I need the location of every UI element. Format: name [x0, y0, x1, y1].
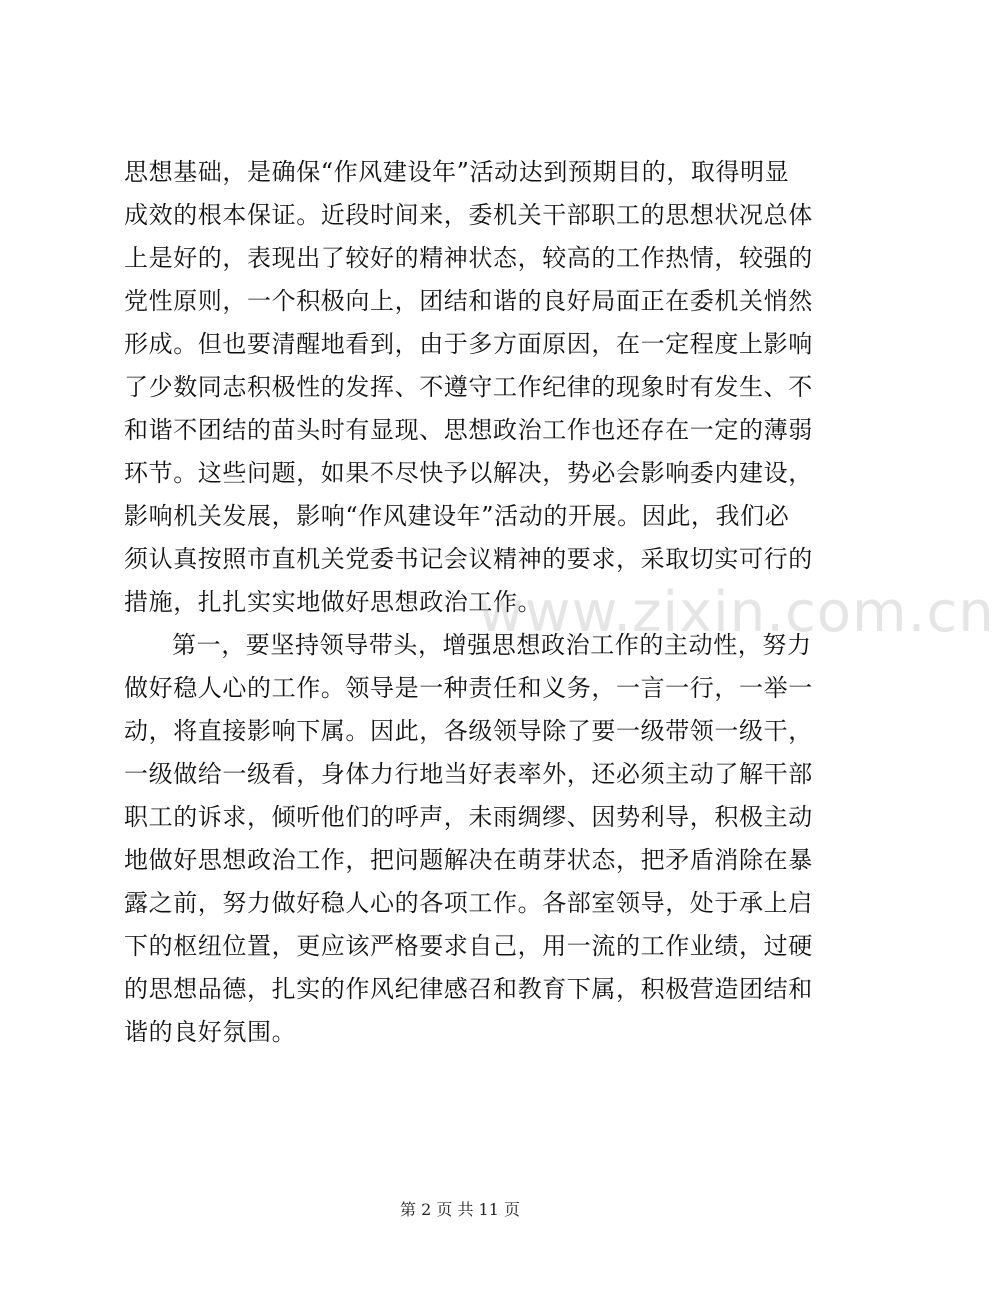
- paragraph-line: 谐的良好氛围。: [124, 1018, 297, 1046]
- paragraph-line: 职工的诉求，倾听他们的呼声，未雨绸缪、因势利导，积极主动: [124, 803, 813, 831]
- paragraph-line: 做好稳人心的工作。领导是一种责任和义务，一言一行，一举一: [124, 674, 813, 702]
- paragraph-line: 了少数同志积极性的发挥、不遵守工作纪律的现象时有发生、不: [124, 373, 813, 401]
- page-footer: 第 2 页 共 11 页: [400, 1200, 520, 1219]
- paragraph-line: 的思想品德，扎实的作风纪律感召和教育下属，积极营造团结和: [124, 975, 813, 1003]
- paragraph-line: 露之前，努力做好稳人心的各项工作。各部室领导，处于承上启: [124, 889, 813, 917]
- paragraph-line: 和谐不团结的苗头时有显现、思想政治工作也还存在一定的薄弱: [124, 416, 813, 444]
- paragraph-line: 须认真按照市直机关党委书记会议精神的要求，采取切实可行的: [124, 545, 813, 573]
- paragraph-line: 形成。但也要清醒地看到，由于多方面原因，在一定程度上影响: [124, 330, 813, 358]
- paragraph-line: 影响机关发展，影响“作风建设年”活动的开展。因此，我们必: [124, 502, 790, 530]
- paragraph-line: 动，将直接影响下属。因此，各级领导除了要一级带领一级干，: [124, 717, 813, 745]
- paragraph-line: 成效的根本保证。近段时间来，委机关干部职工的思想状况总体: [124, 201, 813, 229]
- watermark: www.zixin.com.cn: [478, 580, 995, 645]
- paragraph-first-line: 第一，要坚持领导带头，增强思想政治工作的主动性，努力: [172, 631, 812, 659]
- paragraph-line: 党性原则，一个积极向上，团结和谐的良好局面正在委机关悄然: [124, 287, 813, 315]
- paragraph-line: 措施，扎扎实实地做好思想政治工作。: [124, 588, 543, 616]
- paragraph-line: 地做好思想政治工作，把问题解决在萌芽状态，把矛盾消除在暴: [124, 846, 813, 874]
- paragraph-line: 思想基础，是确保“作风建设年”活动达到预期目的，取得明显: [124, 158, 790, 186]
- paragraph-line: 上是好的，表现出了较好的精神状态，较高的工作热情，较强的: [124, 244, 813, 272]
- paragraph-line: 环节。这些问题，如果不尽快予以解决，势必会影响委内建设，: [124, 459, 813, 487]
- paragraph-line: 一级做给一级看，身体力行地当好表率外，还必须主动了解干部: [124, 760, 813, 788]
- paragraph-line: 下的枢纽位置，更应该严格要求自己，用一流的工作业绩，过硬: [124, 932, 813, 960]
